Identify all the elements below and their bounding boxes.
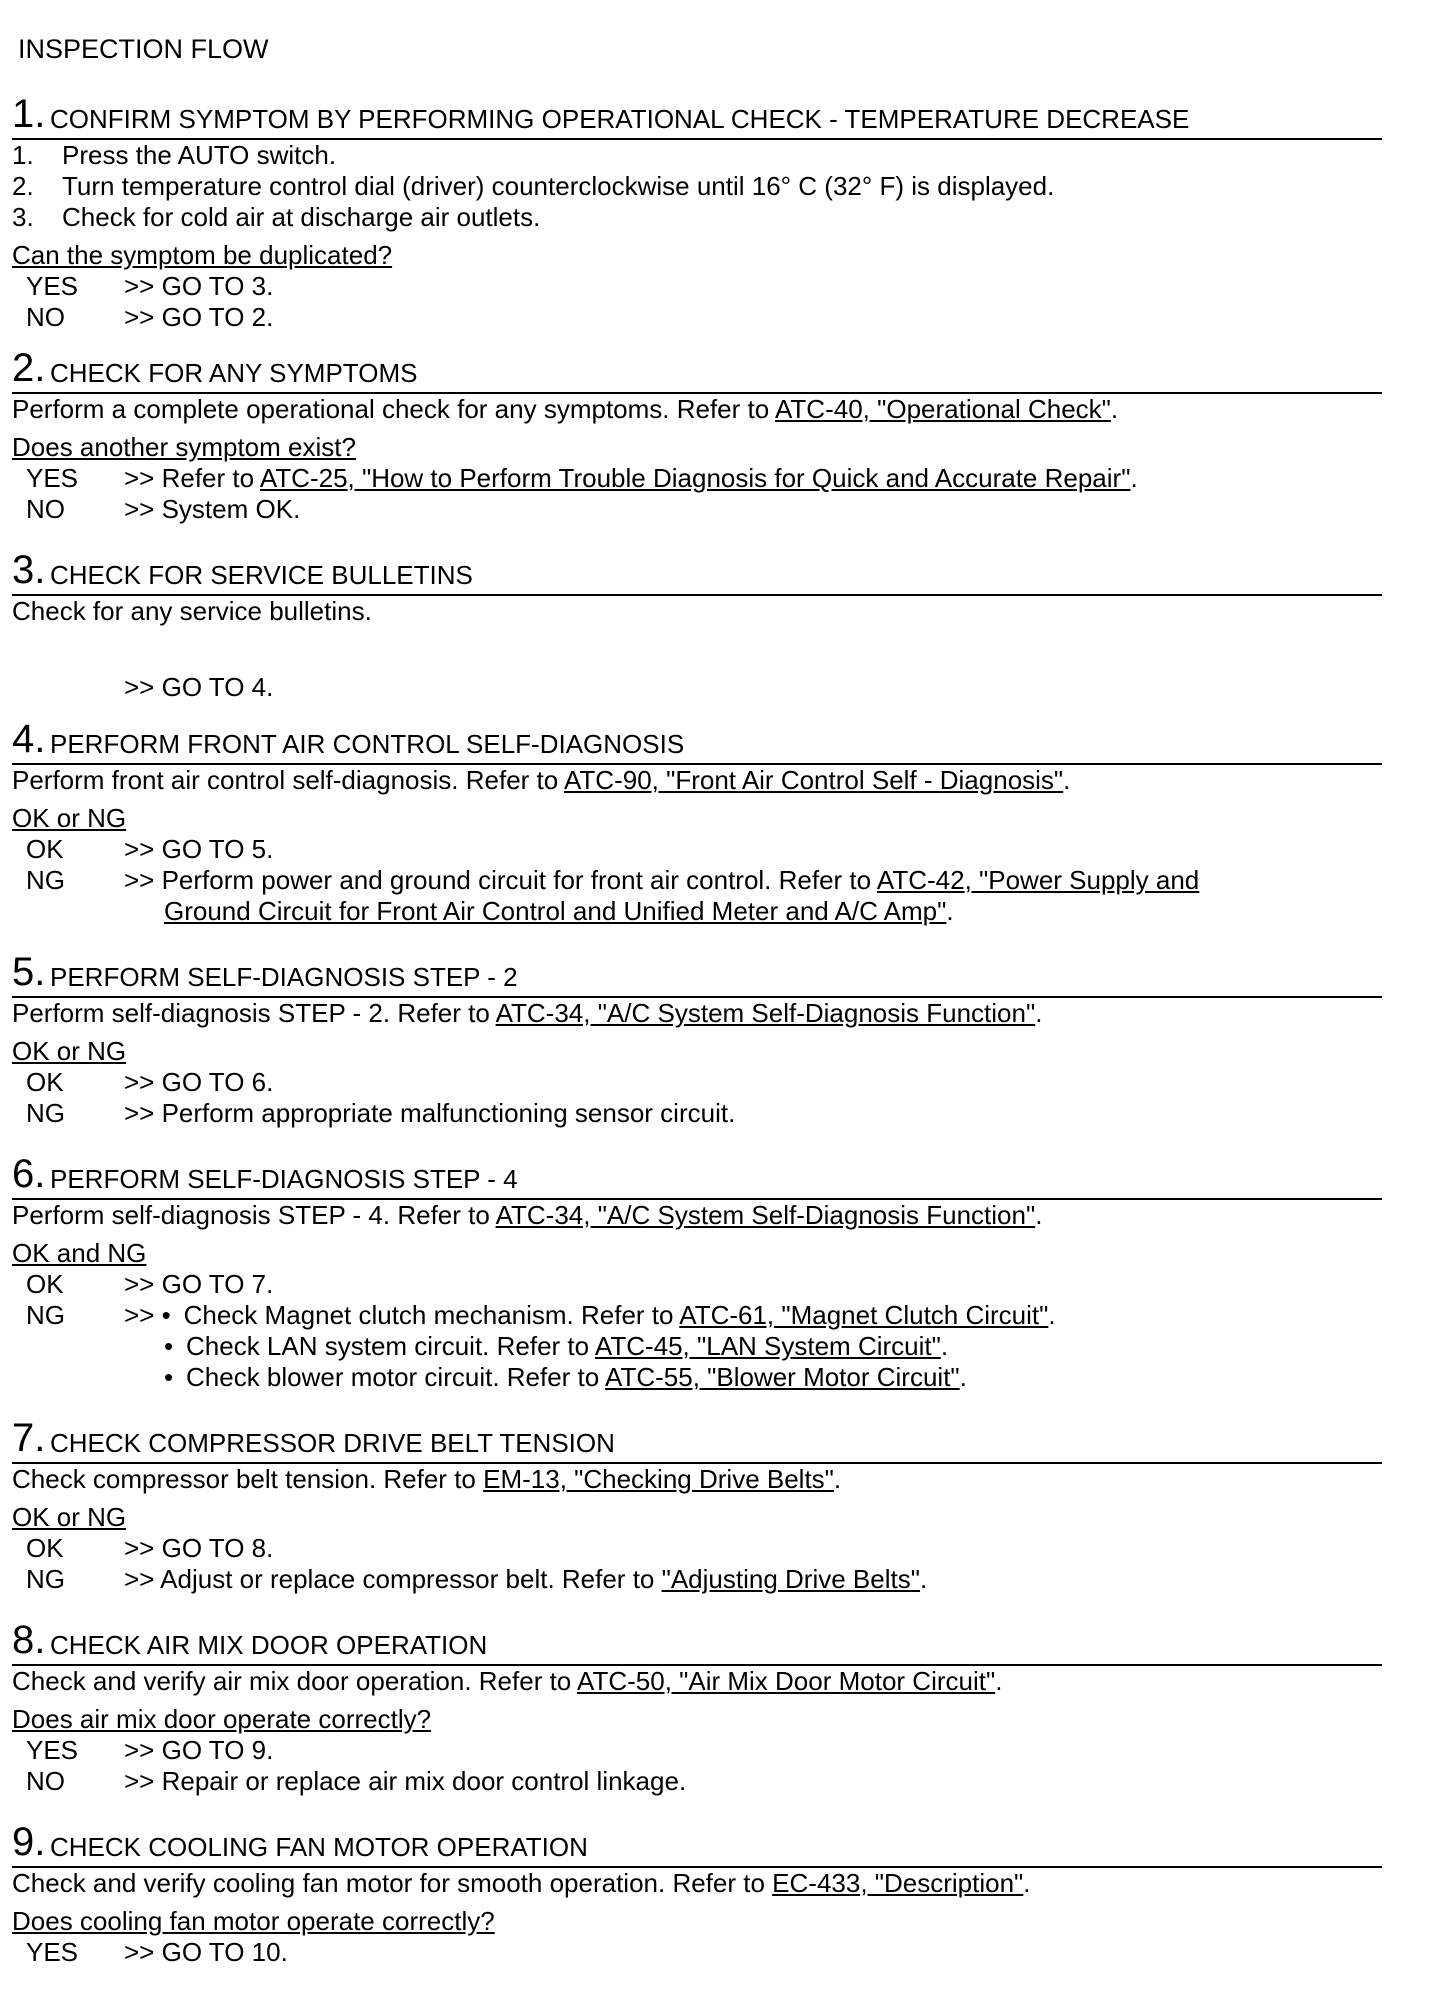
step-1 <box>12 92 1382 333</box>
step-9 <box>12 1820 1382 1968</box>
step-question: Does another symptom exist? <box>12 432 356 462</box>
step-instruction: Perform a complete operational check for any symptoms. Refer to ATC-40, "Operational Check". <box>12 394 1119 424</box>
step-question: OK or NG <box>12 803 127 833</box>
step-body <box>12 1868 1382 1968</box>
answer-row: NO >> GO TO 2. <box>26 302 274 332</box>
step-question: Does cooling fan motor operate correctly? <box>12 1906 495 1936</box>
step-header <box>12 548 1382 596</box>
step-body <box>12 140 1382 333</box>
step-number: 3. <box>12 548 46 592</box>
reference-link[interactable]: ATC-45, "LAN System Circuit" <box>594 1331 941 1361</box>
step-title: PERFORM FRONT AIR CONTROL SELF-DIAGNOSIS <box>50 729 685 759</box>
step-title: CHECK COMPRESSOR DRIVE BELT TENSION <box>50 1428 615 1458</box>
reference-link[interactable]: ATC-40, "Operational Check" <box>775 394 1111 424</box>
step-body <box>12 998 1382 1129</box>
step-number: 1. <box>12 92 46 136</box>
answer-row: YES >> Refer to ATC-25, "How to Perform Trouble Diagnosis for Quick and Accurate Repair". <box>26 463 1138 493</box>
answer-row: NG >> • Check Magnet clutch mechanism. Refer to ATC-61, "Magnet Clutch Circuit". • Check LAN system circuit. Refer to ATC-45, "LAN System Circuit". • Check blower motor circuit. Refer to ATC-55, "Blower Motor Circuit". <box>26 1300 1382 1393</box>
step-header <box>12 717 1382 765</box>
bullet-item: >> • Check Magnet clutch mechanism. Refer to ATC-61, "Magnet Clutch Circuit". <box>124 1300 1056 1330</box>
answer-row: NO >> System OK. <box>26 494 301 524</box>
list-item: 1. Press the AUTO switch. <box>12 140 337 170</box>
step-5 <box>12 950 1382 1129</box>
step-number: 6. <box>12 1152 46 1196</box>
bullet-item: • Check LAN system circuit. Refer to ATC-45, "LAN System Circuit". <box>164 1331 949 1361</box>
step-title: CHECK COOLING FAN MOTOR OPERATION <box>50 1832 588 1862</box>
step-question: OK and NG <box>12 1238 147 1268</box>
reference-link[interactable]: EC-433, "Description" <box>772 1868 1024 1898</box>
step-4 <box>12 717 1382 927</box>
step-7 <box>12 1416 1382 1595</box>
answer-row: NO >> Repair or replace air mix door control linkage. <box>26 1766 687 1796</box>
step-number: 7. <box>12 1416 46 1460</box>
step-body <box>12 394 1382 525</box>
step-header <box>12 1416 1382 1464</box>
bullet-icon: • <box>164 1331 174 1361</box>
step-title: PERFORM SELF-DIAGNOSIS STEP - 4 <box>50 1164 518 1194</box>
step-instruction: Perform self-diagnosis STEP - 4. Refer to ATC-34, "A/C System Self-Diagnosis Function". <box>12 1200 1043 1230</box>
step-question: OK or NG <box>12 1036 127 1066</box>
bullet-item: • Check blower motor circuit. Refer to ATC-55, "Blower Motor Circuit". <box>164 1362 967 1392</box>
step-number: 4. <box>12 717 46 761</box>
reference-link[interactable]: "Adjusting Drive Belts" <box>661 1564 920 1594</box>
step-title: CONFIRM SYMPTOM BY PERFORMING OPERATIONAL CHECK - TEMPERATURE DECREASE <box>50 104 1190 134</box>
step-title: CHECK FOR ANY SYMPTOMS <box>50 358 418 388</box>
reference-link[interactable]: ATC-61, "Magnet Clutch Circuit" <box>679 1300 1049 1330</box>
answer-row: YES >> GO TO 3. <box>26 271 274 301</box>
step-instruction: Perform self-diagnosis STEP - 2. Refer to ATC-34, "A/C System Self-Diagnosis Function". <box>12 998 1043 1028</box>
step-body <box>12 1200 1382 1393</box>
reference-link[interactable]: ATC-55, "Blower Motor Circuit" <box>605 1362 960 1392</box>
answer-row: NG >> Adjust or replace compressor belt. Refer to "Adjusting Drive Belts". <box>26 1564 928 1594</box>
step-body <box>12 1666 1382 1797</box>
page-title: INSPECTION FLOW <box>18 34 269 64</box>
list-item: 3. Check for cold air at discharge air outlets. <box>12 202 541 232</box>
step-8 <box>12 1618 1382 1797</box>
step-3 <box>12 548 1382 703</box>
answer-row: OK >> GO TO 7. <box>26 1269 274 1299</box>
step-question: OK or NG <box>12 1502 127 1532</box>
step-number: 2. <box>12 346 46 390</box>
step-header <box>12 92 1382 140</box>
step-header <box>12 1618 1382 1666</box>
answer-row: OK >> GO TO 6. <box>26 1067 274 1097</box>
answer-row: OK >> GO TO 5. <box>26 834 274 864</box>
reference-link[interactable]: ATC-50, "Air Mix Door Motor Circuit" <box>577 1666 996 1696</box>
step-body <box>12 1464 1382 1595</box>
reference-link[interactable]: ATC-25, "How to Perform Trouble Diagnosis for Quick and Accurate Repair" <box>259 463 1131 493</box>
answer-row: YES >> GO TO 9. <box>26 1735 274 1765</box>
step-number: 8. <box>12 1618 46 1662</box>
answer-row: OK >> GO TO 8. <box>26 1533 274 1563</box>
step-instruction: Perform front air control self-diagnosis. Refer to ATC-90, "Front Air Control Self - Diagnosis". <box>12 765 1071 795</box>
bullet-icon: • <box>161 1300 171 1330</box>
reference-link[interactable]: ATC-90, "Front Air Control Self - Diagnosis" <box>564 765 1064 795</box>
step-6 <box>12 1152 1382 1393</box>
step-instruction: Check for any service bulletins. <box>12 596 372 626</box>
step-instruction: Check compressor belt tension. Refer to EM-13, "Checking Drive Belts". <box>12 1464 842 1494</box>
reference-link[interactable]: EM-13, "Checking Drive Belts" <box>483 1464 834 1494</box>
step-instruction: Check and verify cooling fan motor for smooth operation. Refer to EC-433, "Description". <box>12 1868 1031 1898</box>
step-header <box>12 346 1382 394</box>
step-header <box>12 1820 1382 1868</box>
answer-row: NG >> Perform appropriate malfunctioning sensor circuit. <box>26 1098 736 1128</box>
reference-link[interactable]: ATC-34, "A/C System Self-Diagnosis Function" <box>495 1200 1036 1230</box>
reference-link[interactable]: ATC-34, "A/C System Self-Diagnosis Function" <box>495 998 1036 1028</box>
step-header <box>12 950 1382 998</box>
bullet-icon: • <box>164 1362 174 1392</box>
answer-row: YES >> GO TO 10. <box>26 1937 288 1967</box>
list-item: 2. Turn temperature control dial (driver) counterclockwise until 16° C (32° F) is displayed. <box>12 171 1055 201</box>
step-2 <box>12 346 1382 525</box>
step-instruction: Check and verify air mix door operation. Refer to ATC-50, "Air Mix Door Motor Circuit". <box>12 1666 1003 1696</box>
reference-link[interactable]: Ground Circuit for Front Air Control and Unified Meter and A/C Amp" <box>164 896 947 926</box>
step-body <box>12 596 1382 703</box>
step-question: Does air mix door operate correctly? <box>12 1704 432 1734</box>
step-body <box>12 765 1382 927</box>
step-title: PERFORM SELF-DIAGNOSIS STEP - 2 <box>50 962 518 992</box>
step-number: 5. <box>12 950 46 994</box>
reference-link[interactable]: ATC-42, "Power Supply and <box>876 865 1200 895</box>
answer-row: >> GO TO 4. <box>124 672 274 702</box>
step-number: 9. <box>12 1820 46 1864</box>
step-title: CHECK AIR MIX DOOR OPERATION <box>50 1630 488 1660</box>
step-question: Can the symptom be duplicated? <box>12 240 393 270</box>
answer-row: NG >> Perform power and ground circuit for front air control. Refer to ATC-42, "Power Supply and Ground Circuit for Front Air Control and Unified Meter and A/C Amp". <box>26 865 1200 926</box>
step-title: CHECK FOR SERVICE BULLETINS <box>50 560 473 590</box>
step-header <box>12 1152 1382 1200</box>
